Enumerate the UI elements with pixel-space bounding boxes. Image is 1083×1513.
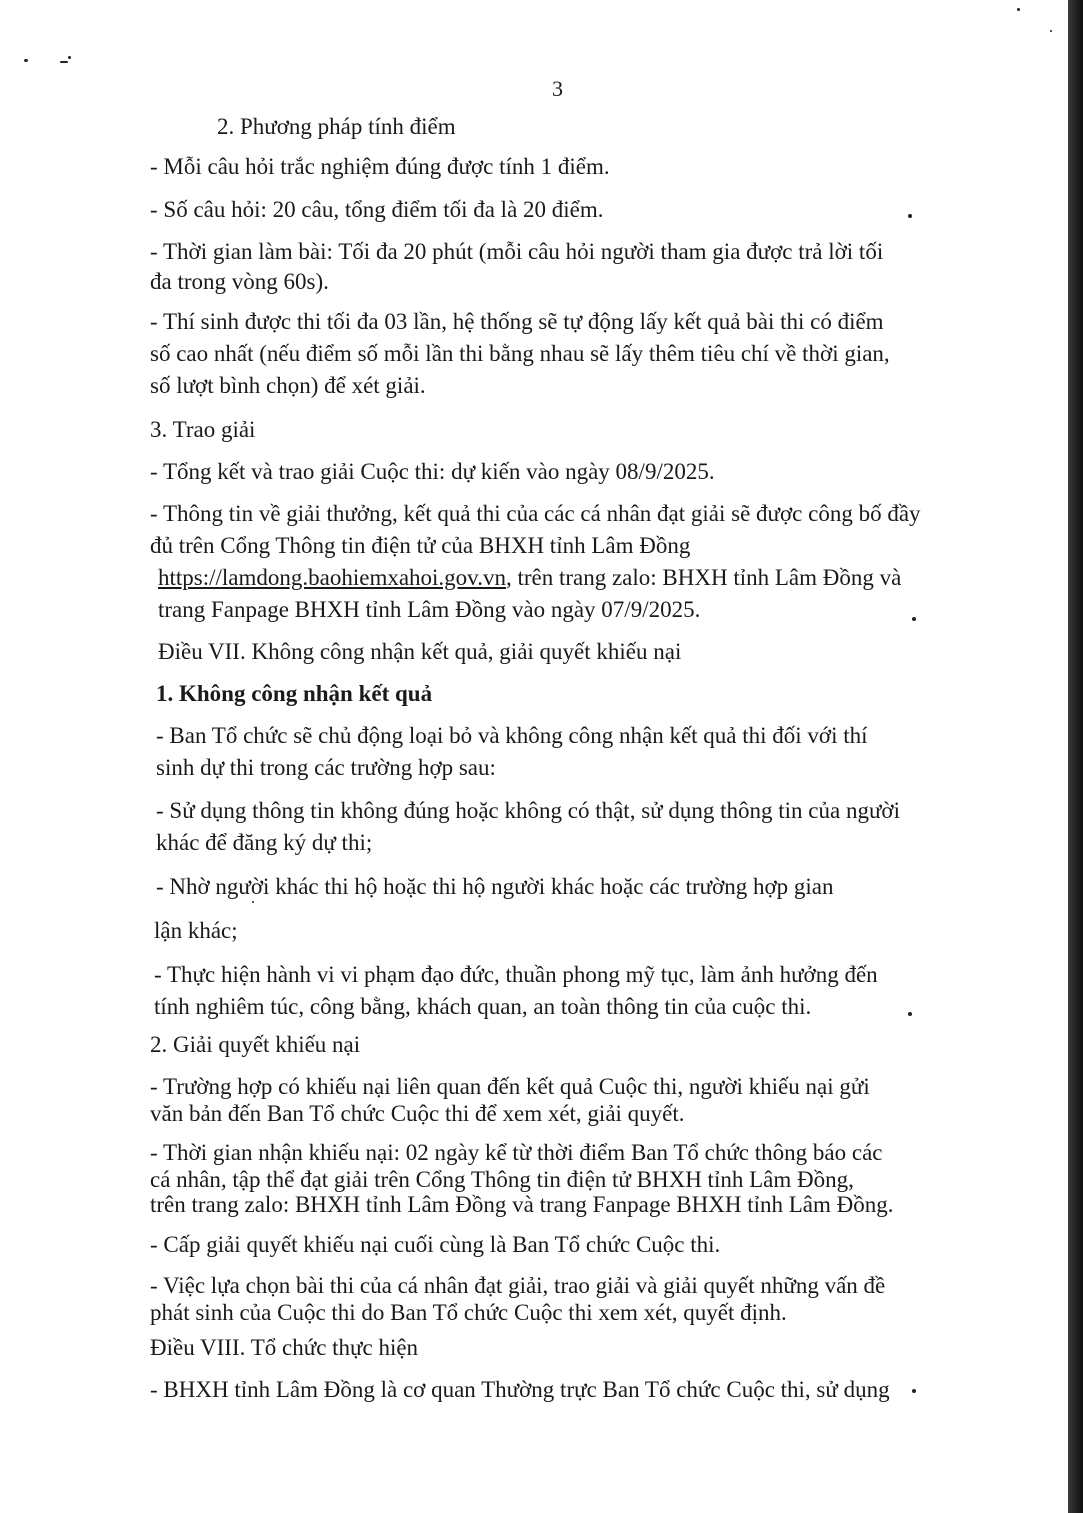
list-item: - Ban Tổ chức sẽ chủ động loại bỏ và không công nhận kết quả thi đối với thí [156,723,868,748]
scan-speck [1050,30,1052,32]
list-item: - Việc lựa chọn bài thi của cá nhân đạt giải, trao giải và giải quyết những vấn đề [150,1273,886,1298]
scan-speck [1017,8,1020,11]
article-heading-8: Điều VIII. Tổ chức thực hiện [150,1335,419,1360]
scan-speck [24,59,28,62]
list-item-continuation: cá nhân, tập thể đạt giải trên Cổng Thông tin điện tử BHXH tỉnh Lâm Đồng, [150,1167,854,1192]
list-item: - Thông tin về giải thưởng, kết quả thi của các cá nhân đạt giải sẽ được công bố đầy [150,501,921,526]
list-item-continuation: tính nghiêm túc, công bằng, khách quan, an toàn thông tin của cuộc thi. [154,994,812,1019]
page-number: 3 [552,76,563,101]
section-heading-scoring: 2. Phương pháp tính điểm [217,114,456,139]
list-item-continuation: trang Fanpage BHXH tỉnh Lâm Đồng vào ngày 07/9/2025. [158,597,701,622]
list-item-continuation: đa trong vòng 60s). [150,269,329,294]
list-item-continuation: lận khác; [154,918,238,943]
list-item: - Tổng kết và trao giải Cuộc thi: dự kiến vào ngày 08/9/2025. [150,459,715,484]
scan-edge-shadow [1068,0,1083,1513]
list-item: - Thí sinh được thi tối đa 03 lần, hệ thống sẽ tự động lấy kết quả bài thi có điểm [150,309,884,334]
list-item: - Số câu hỏi: 20 câu, tổng điểm tối đa là 20 điểm. [150,197,604,222]
link-trailing-text: , trên trang zalo: BHXH tỉnh Lâm Đồng và [505,565,902,590]
subsection-heading: 2. Giải quyết khiếu nại [150,1032,361,1057]
document-body [150,112,980,1405]
list-item: - Nhờ người khác thi hộ hoặc thi hộ người khác hoặc các trường hợp gian [156,874,834,899]
list-item: - Trường hợp có khiếu nại liên quan đến kết quả Cuộc thi, người khiếu nại gửi [150,1074,870,1099]
list-item-continuation: văn bản đến Ban Tổ chức Cuộc thi để xem xét, giải quyết. [150,1101,685,1126]
list-item-continuation: phát sinh của Cuộc thi do Ban Tổ chức Cuộc thi xem xét, quyết định. [150,1300,787,1325]
list-item: - Thực hiện hành vi vi phạm đạo đức, thuần phong mỹ tục, làm ảnh hưởng đến [154,962,878,987]
section-heading-awards: 3. Trao giải [150,417,256,442]
scan-speck [60,61,68,63]
list-item-continuation: sinh dự thi trong các trường hợp sau: [156,755,496,780]
list-item-continuation: trên trang zalo: BHXH tỉnh Lâm Đồng và trang Fanpage BHXH tỉnh Lâm Đồng. [150,1192,894,1217]
list-item: - Thời gian nhận khiếu nại: 02 ngày kể từ thời điểm Ban Tổ chức thông báo các [150,1140,883,1165]
list-item-continuation: đủ trên Cổng Thông tin điện tử của BHXH tỉnh Lâm Đồng [150,533,691,558]
article-heading-7: Điều VII. Không công nhận kết quả, giải quyết khiếu nại [158,639,682,664]
list-item: - Thời gian làm bài: Tối đa 20 phút (mỗi câu hỏi người tham gia được trả lời tối [150,239,884,264]
list-item-continuation [150,563,980,593]
portal-link[interactable]: https://lamdong.baohiemxahoi.gov.vn [158,565,506,590]
scan-speck [68,56,71,59]
list-item-continuation: số cao nhất (nếu điểm số mỗi lần thi bằng nhau sẽ lấy thêm tiêu chí về thời gian, [150,341,890,366]
list-item: - Mỗi câu hỏi trắc nghiệm đúng được tính 1 điểm. [150,154,610,179]
list-item-continuation: khác để đăng ký dự thi; [156,830,373,855]
subsection-heading: 1. Không công nhận kết quả [156,681,433,706]
list-item: - Sử dụng thông tin không đúng hoặc không có thật, sử dụng thông tin của người [156,798,900,823]
list-item: - Cấp giải quyết khiếu nại cuối cùng là Ban Tổ chức Cuộc thi. [150,1232,721,1257]
list-item-continuation: số lượt bình chọn) để xét giải. [150,373,426,398]
list-item: - BHXH tỉnh Lâm Đồng là cơ quan Thường trực Ban Tổ chức Cuộc thi, sử dụng [150,1377,890,1402]
